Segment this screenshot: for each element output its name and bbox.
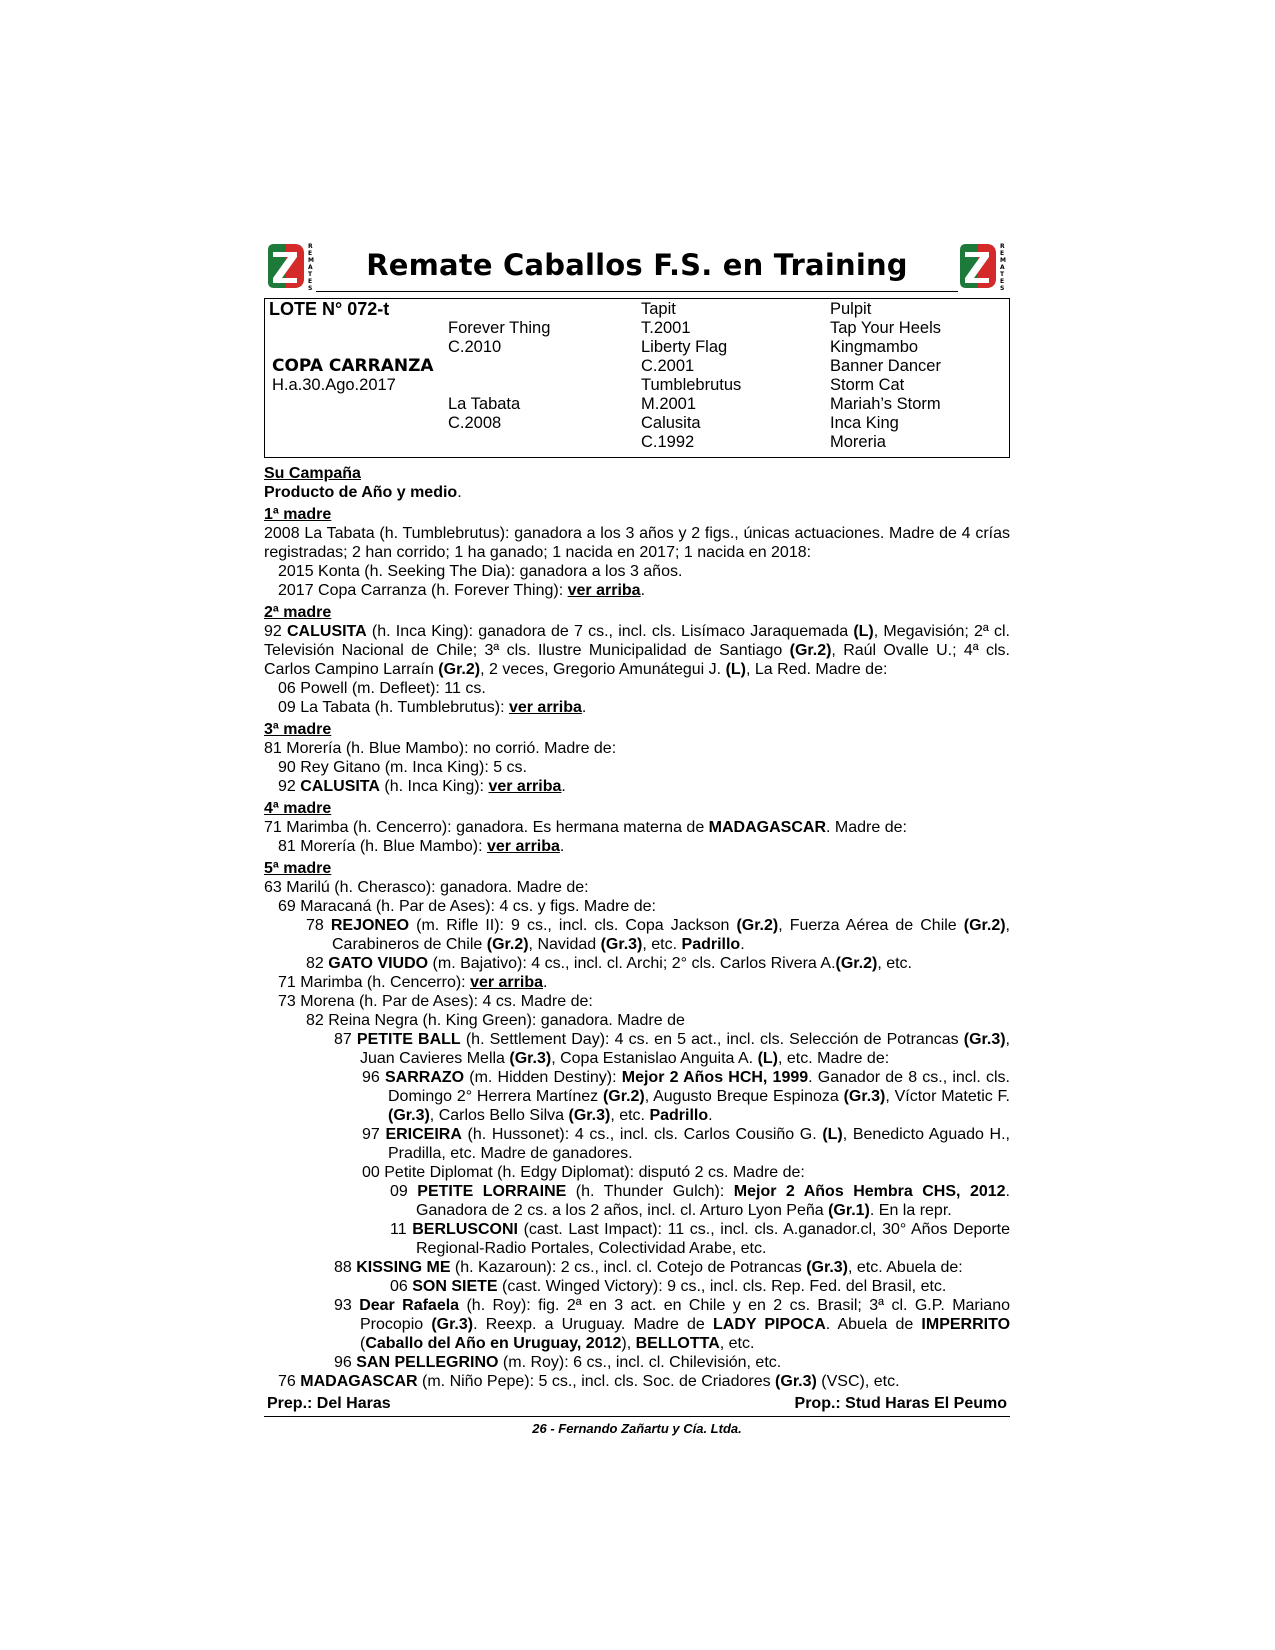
- family-entry: [264, 1030, 1010, 1068]
- entry-text: (cast. Last Impact): 11 cs., incl. cls. A.ganador.cl, 30° Años Deporte Regional-Radio Portales, Colectividad Arabe, etc.: [416, 1221, 1010, 1257]
- family-entry: [264, 1182, 1010, 1220]
- lot-number: LOTE N° 072-t: [269, 299, 390, 319]
- bold-text: MADAGASCAR: [708, 819, 826, 836]
- entry-text: (h. Thunder Gulch):: [566, 1183, 734, 1200]
- family-entry: [264, 1011, 1010, 1030]
- page-title: Remate Caballos F.S. en Training: [366, 248, 908, 282]
- entry-text: 06: [390, 1278, 413, 1295]
- bold-text: PETITE LORRAINE: [417, 1183, 567, 1200]
- entry-text: 00 Petite Diplomat (h. Edgy Diplomat): disputó 2 cs. Madre de:: [362, 1164, 805, 1181]
- family-entry: [264, 622, 1010, 679]
- page-header: [264, 240, 1010, 298]
- great-grandparent: Moreria: [830, 433, 886, 451]
- see-above-link[interactable]: ver arriba: [488, 778, 562, 795]
- entry-text: 90 Rey Gitano (m. Inca King): 5 cs.: [278, 759, 527, 776]
- footer-rule: [264, 1416, 1010, 1417]
- bold-text: PETITE BALL: [356, 1031, 461, 1048]
- bold-text: (L): [757, 1050, 778, 1067]
- bold-text: Caballo del Año en Uruguay, 2012: [365, 1335, 622, 1352]
- family-content: [264, 464, 1010, 1391]
- family-entry: [264, 916, 1010, 954]
- bold-text: SAN PELLEGRINO: [356, 1354, 499, 1371]
- entry-text: (: [360, 1335, 366, 1352]
- grandsire-maternal: Tumblebrutus: [641, 376, 742, 394]
- grandsire-paternal-info: T.2001: [641, 319, 691, 337]
- entry-text: 81 Morería (h. Blue Mambo): no corrió. Madre de:: [264, 740, 617, 757]
- family-entry: [264, 992, 1010, 1011]
- entry-text: , etc.: [719, 1335, 755, 1352]
- svg-text:S: S: [308, 285, 313, 292]
- entry-text: (m. Roy): 6 cs., incl. cl. Chilevisión, etc.: [498, 1354, 782, 1371]
- preparer: Prep.: Del Haras: [267, 1395, 391, 1412]
- entry-text: 82 Reina Negra (h. King Green): ganadora. Madre de: [306, 1012, 685, 1029]
- mothers-list: [264, 505, 1010, 1391]
- entry-text: . Reexp. a Uruguay. Madre de: [473, 1316, 713, 1333]
- svg-text:M: M: [308, 257, 314, 264]
- horse-info: H.a.30.Ago.2017: [272, 376, 396, 394]
- entry-text: .: [640, 582, 646, 599]
- entry-text: . Abuela de: [825, 1316, 922, 1333]
- entry-text: 96: [334, 1354, 357, 1371]
- prep-prop-row: [264, 1394, 1010, 1413]
- granddam-maternal: Calusita: [641, 414, 701, 432]
- mother-heading: 4ª madre: [264, 800, 332, 817]
- bold-text: BELLOTTA: [635, 1335, 720, 1352]
- svg-text:T: T: [308, 271, 313, 278]
- entry-text: 97: [362, 1126, 386, 1143]
- bold-text: (L): [822, 1126, 843, 1143]
- grandsire-maternal-info: M.2001: [641, 395, 697, 413]
- dam-info: C.2008: [448, 414, 502, 432]
- family-entry: [264, 1220, 1010, 1258]
- svg-text:E: E: [308, 250, 313, 257]
- grandsire-paternal: Tapit: [641, 300, 676, 318]
- great-grandparent: Tap Your Heels: [830, 319, 941, 337]
- entry-text: 2015 Konta (h. Seeking The Dia): ganadora a los 3 años.: [278, 563, 683, 580]
- see-above-link[interactable]: ver arriba: [508, 699, 582, 716]
- bold-text: MADAGASCAR: [300, 1373, 418, 1390]
- great-grandparent: Inca King: [830, 414, 899, 432]
- entry-text: 82: [306, 955, 329, 972]
- bold-text: REJONEO: [330, 917, 410, 934]
- family-entry: [264, 1163, 1010, 1182]
- entry-text: ),: [621, 1335, 636, 1352]
- bold-text: Dear Rafaela: [359, 1297, 460, 1314]
- entry-text: (h. Hussonet): 4 cs., incl. cls. Carlos Cousiño G.: [461, 1126, 823, 1143]
- bold-text: (Gr.2): [789, 642, 832, 659]
- svg-text:T: T: [1000, 271, 1005, 278]
- family-entry: [264, 818, 1010, 837]
- family-entry: [264, 739, 1010, 758]
- entry-text: .: [708, 1107, 713, 1124]
- family-entry: [264, 524, 1010, 562]
- mother-heading: 5ª madre: [264, 860, 332, 877]
- svg-text:R: R: [308, 243, 313, 250]
- family-entry: [264, 1353, 1010, 1372]
- pedigree-table: [264, 298, 1010, 458]
- entry-text: , Fuerza Aérea de Chile: [778, 917, 964, 934]
- see-above-link[interactable]: ver arriba: [567, 582, 641, 599]
- entry-text: (VSC), etc.: [816, 1373, 900, 1390]
- family-entry: [264, 679, 1010, 698]
- bold-text: SON SIETE: [412, 1278, 498, 1295]
- entry-text: .: [740, 936, 745, 953]
- svg-text:A: A: [1000, 264, 1005, 271]
- svg-text:E: E: [1000, 250, 1005, 257]
- entry-text: .: [559, 838, 565, 855]
- bold-text: (Gr.1): [828, 1202, 870, 1219]
- bold-text: Mejor 2 Años HCH, 1999: [621, 1069, 809, 1086]
- entry-text: , 2 veces, Gregorio Amunátegui J.: [480, 661, 726, 678]
- page-footer: 26 - Fernando Zañartu y Cía. Ltda.: [532, 1421, 742, 1436]
- bold-text: (Gr.3): [775, 1373, 817, 1390]
- bold-text: (L): [725, 661, 746, 678]
- entry-text: . Ganadora de 2 cs. a los 2 años, incl. cl. Arturo Lyon Peña: [416, 1183, 1010, 1219]
- entry-text: .: [581, 699, 587, 716]
- svg-text:E: E: [1000, 278, 1005, 285]
- bold-text: (Gr.3): [806, 1259, 848, 1276]
- entry-text: , La Red. Madre de:: [746, 661, 888, 678]
- family-entry: [264, 1068, 1010, 1125]
- bold-text: (Gr.2): [963, 917, 1006, 934]
- family-entry: [264, 973, 1010, 992]
- entry-text: , Navidad: [528, 936, 601, 953]
- proprietor: Prop.: Stud Haras El Peumo: [794, 1395, 1007, 1412]
- entry-text: (h. Roy): fig. 2ª en 3 act. en Chile y en 2 cs. Brasil; 3ª cl. G.P. Mariano Procopio: [360, 1297, 1010, 1333]
- entry-text: 93: [334, 1297, 360, 1314]
- bold-text: (Gr.2): [602, 1088, 645, 1105]
- campaign-title: Su Campaña: [264, 465, 361, 482]
- svg-text:S: S: [1000, 285, 1005, 292]
- entry-text: , Benedicto Aguado H., Pradilla, etc. Madre de ganadores.: [388, 1126, 1010, 1162]
- family-entry: [264, 878, 1010, 897]
- bold-text: ERICEIRA: [385, 1126, 462, 1143]
- mother-heading: 3ª madre: [264, 721, 332, 738]
- bold-text: (Gr.2): [486, 936, 529, 953]
- entry-text: 78: [306, 917, 331, 934]
- zj-remates-logo-icon: [264, 240, 318, 292]
- entry-text: . Madre de:: [826, 819, 907, 836]
- bold-text: (Gr.3): [509, 1050, 552, 1067]
- family-entry: [264, 1258, 1010, 1277]
- great-grandparent: Mariah’s Storm: [830, 395, 941, 413]
- entry-text: 2008 La Tabata (h. Tumblebrutus): ganadora a los 3 años y 2 figs., únicas actuaciones. Madre de 4 crías registradas; 2 han corrido; 1 ha ganado; 1 nacida en 2017; 1 nacida en 2018:: [264, 525, 1010, 561]
- great-grandparent: Kingmambo: [830, 338, 919, 356]
- bold-text: (Gr.2): [438, 661, 481, 678]
- entry-text: (cast. Winged Victory): 9 cs., incl. cls. Rep. Fed. del Brasil, etc.: [497, 1278, 947, 1295]
- entry-text: 73 Morena (h. Par de Ases): 4 cs. Madre de:: [278, 993, 593, 1010]
- entry-text: 88: [334, 1259, 357, 1276]
- logo-side-text: [308, 243, 314, 292]
- entry-text: , Juan Cavieres Mella: [360, 1031, 1010, 1067]
- horse-name: COPA CARRANZA: [272, 356, 434, 376]
- family-entry: [264, 562, 1010, 581]
- entry-text: , Raúl Ovalle U.; 4ª cls. Carlos Campino Larraín: [264, 642, 1010, 678]
- bold-text: (Gr.3): [431, 1316, 474, 1333]
- mother-heading: 2ª madre: [264, 604, 332, 621]
- entry-text: (m. Niño Pepe): 5 cs., incl. cls. Soc. de Criadores: [417, 1373, 776, 1390]
- zj-remates-logo-icon-right: [956, 240, 1010, 292]
- great-grandparent: Banner Dancer: [830, 357, 941, 375]
- great-grandparent: Pulpit: [830, 300, 872, 318]
- entry-text: 81 Morería (h. Blue Mambo):: [278, 838, 487, 855]
- bold-text: (Gr.3): [600, 936, 643, 953]
- bold-text: Mejor 2 Años Hembra CHS, 2012: [733, 1183, 1006, 1200]
- entry-text: 69 Maracaná (h. Par de Ases): 4 cs. y figs. Madre de:: [278, 898, 656, 915]
- sire-info: C.2010: [448, 338, 502, 356]
- bold-text: CALUSITA: [300, 778, 380, 795]
- bold-text: BERLUSCONI: [412, 1221, 518, 1238]
- see-above-link[interactable]: ver arriba: [470, 974, 543, 991]
- entry-text: (m. Hidden Destiny):: [464, 1069, 622, 1086]
- entry-text: (m. Bajativo): 4 cs., incl. cl. Archi; 2° cls. Carlos Rivera A.: [428, 955, 836, 972]
- entry-text: 71 Marimba (h. Cencerro): ganadora. Es hermana materna de: [264, 819, 709, 836]
- entry-text: , etc. Madre de:: [778, 1050, 890, 1067]
- family-entry: [264, 954, 1010, 973]
- family-entry: [264, 758, 1010, 777]
- bold-text: SARRAZO: [384, 1069, 465, 1086]
- bold-text: Padrillo: [649, 1107, 709, 1124]
- bold-text: Padrillo: [681, 936, 741, 953]
- family-entry: [264, 777, 1010, 796]
- great-grandparent: Storm Cat: [830, 376, 905, 394]
- entry-text: 87: [334, 1031, 357, 1048]
- mother-heading: 1ª madre: [264, 506, 332, 523]
- entry-text: , etc.: [877, 955, 912, 972]
- svg-text:M: M: [1000, 257, 1006, 264]
- family-entry: [264, 1277, 1010, 1296]
- entry-text: 92: [264, 623, 287, 640]
- family-entry: [264, 1372, 1010, 1391]
- granddam-maternal-info: C.1992: [641, 433, 695, 451]
- entry-text: 76: [278, 1373, 301, 1390]
- entry-text: (h. Inca King):: [379, 778, 489, 795]
- see-above-link[interactable]: ver arriba: [486, 838, 560, 855]
- entry-text: .: [543, 974, 548, 991]
- entry-text: , Copa Estanislao Anguita A.: [551, 1050, 758, 1067]
- family-entry: [264, 1296, 1010, 1353]
- bold-text: (Gr.2): [835, 955, 878, 972]
- sire-name: Forever Thing: [448, 319, 551, 337]
- entry-text: (m. Rifle II): 9 cs., incl. cls. Copa Jackson: [409, 917, 737, 934]
- entry-text: 09 La Tabata (h. Tumblebrutus):: [278, 699, 509, 716]
- entry-text: 71 Marimba (h. Cencerro):: [278, 974, 471, 991]
- granddam-paternal: Liberty Flag: [641, 338, 728, 356]
- entry-text: .: [561, 778, 566, 795]
- bold-text: (Gr.3): [388, 1107, 430, 1124]
- dam-name: La Tabata: [448, 395, 521, 413]
- entry-text: , Carlos Bello Silva: [429, 1107, 569, 1124]
- svg-text:A: A: [308, 264, 313, 271]
- bold-text: GATO VIUDO: [328, 955, 429, 972]
- entry-text: , etc. Abuela de:: [848, 1259, 963, 1276]
- bold-text: IMPERRITO: [921, 1316, 1011, 1333]
- entry-text: 63 Marilú (h. Cherasco): ganadora. Madre de:: [264, 879, 589, 896]
- catalog-page: [264, 240, 1010, 1436]
- title-underline: [316, 291, 958, 292]
- bold-text: LADY PIPOCA: [712, 1316, 826, 1333]
- entry-text: . Ganador de 8 cs., incl. cls. Domingo 2° Herrera Martínez: [388, 1069, 1010, 1105]
- entry-text: 09: [390, 1183, 418, 1200]
- entry-text: (h. Kazaroun): 2 cs., incl. cl. Cotejo de Potrancas: [450, 1259, 807, 1276]
- entry-text: 2017 Copa Carranza (h. Forever Thing):: [278, 582, 568, 599]
- entry-text: . En la repr.: [869, 1202, 952, 1219]
- bold-text: (Gr.3): [963, 1031, 1006, 1048]
- entry-text: 92: [278, 778, 301, 795]
- entry-text: , etc.: [610, 1107, 650, 1124]
- entry-text: , Carabineros de Chile: [332, 917, 1010, 953]
- entry-text: , Víctor Matetic F.: [885, 1088, 1010, 1105]
- family-entry: [264, 897, 1010, 916]
- bold-text: (Gr.3): [568, 1107, 611, 1124]
- entry-text: 11: [390, 1221, 413, 1238]
- family-entry: [264, 837, 1010, 856]
- bold-text: (Gr.3): [843, 1088, 886, 1105]
- bold-text: (L): [853, 623, 874, 640]
- granddam-paternal-info: C.2001: [641, 357, 695, 375]
- entry-text: , etc.: [642, 936, 682, 953]
- entry-text: 06 Powell (m. Defleet): 11 cs.: [278, 680, 486, 697]
- bold-text: KISSING ME: [356, 1259, 451, 1276]
- campaign-subtitle: Producto de Año y medio.: [264, 484, 462, 501]
- bold-text: CALUSITA: [287, 623, 367, 640]
- family-entry: [264, 581, 1010, 600]
- entry-text: 96: [362, 1069, 385, 1086]
- entry-text: (h. Inca King): ganadora de 7 cs., incl. cls. Lisímaco Jaraquemada: [366, 623, 854, 640]
- entry-text: (h. Settlement Day): 4 cs. en 5 act., incl. cls. Selección de Potrancas: [460, 1031, 964, 1048]
- svg-text:E: E: [308, 278, 313, 285]
- entry-text: , Megavisión; 2ª cl. Televisión Nacional de Chile; 3ª cls. Ilustre Municipalidad de Santiago: [264, 623, 1011, 659]
- family-entry: [264, 1125, 1010, 1163]
- family-entry: [264, 698, 1010, 717]
- bold-text: (Gr.2): [736, 917, 779, 934]
- entry-text: , Augusto Breque Espinoza: [644, 1088, 844, 1105]
- svg-text:R: R: [1000, 243, 1005, 250]
